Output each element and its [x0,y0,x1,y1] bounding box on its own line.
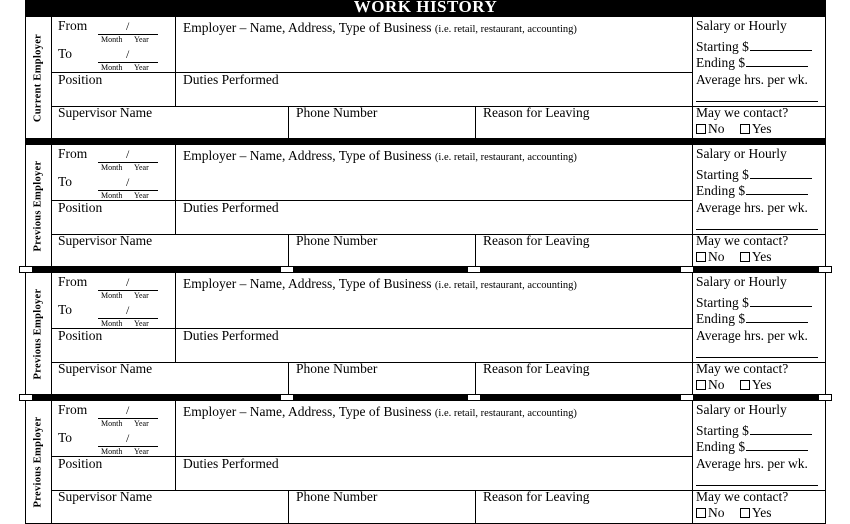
month-caption: Month [101,319,123,328]
contact-label: May we contact? [696,489,789,504]
month-caption: Month [101,35,123,44]
employer-field[interactable] [183,404,577,421]
salary-label: Salary or Hourly [696,146,787,161]
scan-mark [680,266,694,273]
ending-salary-field[interactable] [696,55,808,70]
scan-mark [280,266,294,273]
reason-field[interactable]: Reason for Leaving [483,361,590,376]
position-field[interactable]: Position [58,456,103,471]
scan-mark [19,394,33,401]
year-caption: Year [134,191,149,200]
yes-label: Yes [751,377,772,392]
scan-mark [680,394,694,401]
grid-line [51,72,692,73]
employer-section [25,272,826,396]
grid-line [692,401,693,523]
ending-salary-label: Ending $ [696,439,746,454]
to-date-field[interactable]: / [98,305,158,319]
starting-salary-label: Starting $ [696,167,749,182]
grid-line [692,17,693,139]
phone-field[interactable]: Phone Number [296,361,378,376]
supervisor-field[interactable]: Supervisor Name [58,489,153,504]
contact-options [696,249,772,264]
employer-hint: (i.e. retail, restaurant, accounting) [434,24,577,35]
grid-line [475,234,476,267]
to-label: To [58,174,73,189]
employer-label: Employer – Name, Address, Type of Business [183,148,432,163]
grid-line [692,145,693,267]
avg-hours-input-line[interactable] [696,229,818,230]
year-caption: Year [134,447,149,456]
month-caption: Month [101,63,123,72]
scan-mark [19,266,33,273]
grid-line [175,401,176,490]
from-date-field[interactable]: / [98,21,158,35]
contact-no-option[interactable] [696,377,725,392]
salary-label: Salary or Hourly [696,274,787,289]
grid-line [475,362,476,395]
avg-hours-label: Average hrs. per wk. [696,200,808,215]
employer-label: Employer – Name, Address, Type of Business [183,404,432,419]
form-title: WORK HISTORY [25,0,826,17]
no-checkbox[interactable] [696,508,706,518]
no-label: No [708,249,725,264]
ending-salary-label: Ending $ [696,55,746,70]
reason-field[interactable]: Reason for Leaving [483,233,590,248]
no-label: No [708,121,725,136]
avg-hours-input-line[interactable] [696,485,818,486]
yes-checkbox[interactable] [740,380,750,390]
contact-options [696,377,772,392]
section-side-label: Previous Employer [32,288,44,380]
contact-no-option[interactable] [696,249,725,264]
month-caption: Month [101,447,123,456]
to-label: To [58,46,73,61]
starting-salary-field[interactable] [696,167,812,182]
contact-label: May we contact? [696,361,789,376]
starting-salary-field[interactable] [696,295,812,310]
salary-label: Salary or Hourly [696,402,787,417]
employer-section [25,16,826,140]
to-date-field[interactable]: / [98,177,158,191]
duties-field[interactable]: Duties Performed [183,456,279,471]
grid-line [475,106,476,139]
ending-salary-label: Ending $ [696,311,746,326]
grid-line [175,273,176,362]
month-caption: Month [101,191,123,200]
salary-label: Salary or Hourly [696,18,787,33]
from-label: From [58,18,88,33]
grid-line [288,490,289,523]
year-caption: Year [134,291,149,300]
employer-label: Employer – Name, Address, Type of Business [183,276,432,291]
section-side-panel [26,17,52,139]
yes-label: Yes [751,505,772,520]
year-caption: Year [134,163,149,172]
yes-checkbox[interactable] [740,124,750,134]
yes-label: Yes [751,121,772,136]
grid-line [288,106,289,139]
contact-label: May we contact? [696,233,789,248]
employer-section [25,400,826,524]
year-caption: Year [134,63,149,72]
duties-field[interactable]: Duties Performed [183,72,279,87]
from-label: From [58,402,88,417]
starting-salary-label: Starting $ [696,423,749,438]
avg-hours-label: Average hrs. per wk. [696,328,808,343]
supervisor-field[interactable]: Supervisor Name [58,233,153,248]
year-caption: Year [134,35,149,44]
contact-options [696,121,772,136]
from-label: From [58,274,88,289]
scan-mark [467,266,481,273]
scan-mark [818,266,832,273]
contact-yes-option[interactable] [740,121,772,136]
no-checkbox[interactable] [696,124,706,134]
ending-salary-field[interactable] [696,183,808,198]
phone-field[interactable]: Phone Number [296,233,378,248]
employer-section [25,144,826,268]
section-side-label: Current Employer [32,33,44,123]
section-side-panel [26,145,52,267]
month-caption: Month [101,163,123,172]
to-label: To [58,430,73,445]
no-label: No [708,377,725,392]
grid-line [475,490,476,523]
position-field[interactable]: Position [58,328,103,343]
starting-salary-label: Starting $ [696,39,749,54]
to-label: To [58,302,73,317]
supervisor-field[interactable]: Supervisor Name [58,361,153,376]
section-side-label: Previous Employer [32,416,44,508]
employer-field[interactable] [183,148,577,165]
ending-salary-field[interactable] [696,311,808,326]
no-checkbox[interactable] [696,252,706,262]
scan-mark [818,394,832,401]
grid-line [175,145,176,234]
starting-salary-field[interactable] [696,39,812,54]
section-side-label: Previous Employer [32,160,44,252]
reason-field[interactable]: Reason for Leaving [483,105,590,120]
grid-line [692,273,693,395]
ending-salary-label: Ending $ [696,183,746,198]
reason-field[interactable]: Reason for Leaving [483,489,590,504]
from-label: From [58,146,88,161]
duties-field[interactable]: Duties Performed [183,200,279,215]
month-caption: Month [101,291,123,300]
phone-field[interactable]: Phone Number [296,489,378,504]
ending-salary-field[interactable] [696,439,808,454]
position-field[interactable]: Position [58,200,103,215]
grid-line [288,234,289,267]
avg-hours-label: Average hrs. per wk. [696,456,808,471]
no-label: No [708,505,725,520]
from-date-field[interactable]: / [98,405,158,419]
phone-field[interactable]: Phone Number [296,105,378,120]
section-side-panel [26,273,52,395]
employer-field[interactable] [183,276,577,293]
contact-label: May we contact? [696,105,789,120]
position-field[interactable]: Position [58,72,103,87]
employer-hint: (i.e. retail, restaurant, accounting) [434,280,577,291]
to-date-field[interactable]: / [98,49,158,63]
no-checkbox[interactable] [696,380,706,390]
supervisor-field[interactable]: Supervisor Name [58,105,153,120]
avg-hours-label: Average hrs. per wk. [696,72,808,87]
grid-line [51,328,692,329]
grid-line [175,17,176,106]
avg-hours-input-line[interactable] [696,357,818,358]
to-date-field[interactable]: / [98,433,158,447]
year-caption: Year [134,419,149,428]
year-caption: Year [134,319,149,328]
section-side-panel [26,401,52,523]
employer-hint: (i.e. retail, restaurant, accounting) [434,408,577,419]
contact-yes-option[interactable] [740,377,772,392]
employer-hint: (i.e. retail, restaurant, accounting) [434,152,577,163]
grid-line [51,456,692,457]
avg-hours-input-line[interactable] [696,101,818,102]
yes-label: Yes [751,249,772,264]
yes-checkbox[interactable] [740,508,750,518]
yes-checkbox[interactable] [740,252,750,262]
from-date-field[interactable]: / [98,277,158,291]
starting-salary-label: Starting $ [696,295,749,310]
scan-mark [280,394,294,401]
contact-no-option[interactable] [696,121,725,136]
scan-mark [467,394,481,401]
contact-yes-option[interactable] [740,505,772,520]
employer-field[interactable] [183,20,577,37]
contact-options [696,505,772,520]
starting-salary-field[interactable] [696,423,812,438]
contact-yes-option[interactable] [740,249,772,264]
duties-field[interactable]: Duties Performed [183,328,279,343]
grid-line [51,200,692,201]
from-date-field[interactable]: / [98,149,158,163]
employer-label: Employer – Name, Address, Type of Business [183,20,432,35]
grid-line [288,362,289,395]
contact-no-option[interactable] [696,505,725,520]
month-caption: Month [101,419,123,428]
